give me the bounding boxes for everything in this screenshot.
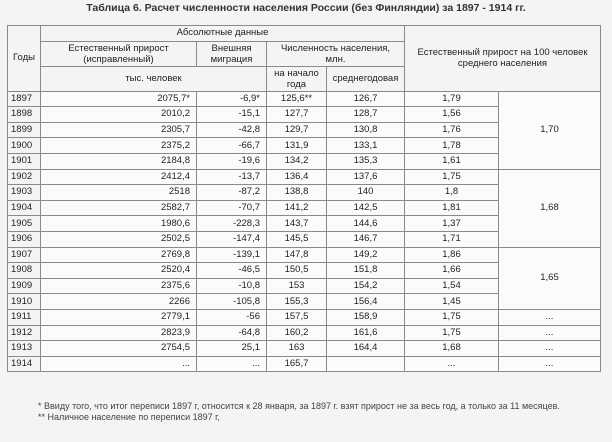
period-average-cell: ... xyxy=(499,325,601,341)
population-table xyxy=(7,25,601,372)
natural-growth-cell: 2412,4 xyxy=(41,169,197,185)
growth-rate-cell: 1,56 xyxy=(405,107,499,123)
natural-growth-cell: 2823,9 xyxy=(41,325,197,341)
header-natural-growth: Естественный прирост (исправленный) xyxy=(41,41,197,66)
population-start-cell: 145,5 xyxy=(267,231,327,247)
natural-growth-cell: 1980,6 xyxy=(41,216,197,232)
population-average-cell: 135,3 xyxy=(327,153,405,169)
year-cell: 1906 xyxy=(8,231,41,247)
population-start-cell: 150,5 xyxy=(267,263,327,279)
year-cell: 1911 xyxy=(8,309,41,325)
header-absolute: Абсолютные данные xyxy=(41,26,405,42)
year-cell: 1912 xyxy=(8,325,41,341)
growth-rate-cell: 1,45 xyxy=(405,294,499,310)
footnotes xyxy=(38,401,578,422)
natural-growth-cell: 2582,7 xyxy=(41,200,197,216)
footnote-1: * Ввиду того, что итог переписи 1897 г, относится к 28 января, за 1897 г. взят прирост не за весь год, а только за 11 месяцев. xyxy=(38,401,560,411)
header-thousand-people: тыс. человек xyxy=(41,66,267,91)
migration-cell: -10,8 xyxy=(197,278,267,294)
growth-rate-cell: 1,68 xyxy=(405,341,499,357)
population-start-cell: 143,7 xyxy=(267,216,327,232)
migration-cell: -87,2 xyxy=(197,185,267,201)
population-average-cell: 164,4 xyxy=(327,341,405,357)
year-cell: 1908 xyxy=(8,263,41,279)
natural-growth-cell: 2520,4 xyxy=(41,263,197,279)
population-average-cell: 130,8 xyxy=(327,122,405,138)
natural-growth-cell: 2375,2 xyxy=(41,138,197,154)
migration-cell: -13,7 xyxy=(197,169,267,185)
growth-rate-cell: 1,75 xyxy=(405,169,499,185)
natural-growth-cell: 2184,8 xyxy=(41,153,197,169)
growth-rate-cell: 1,71 xyxy=(405,231,499,247)
table-row xyxy=(8,169,601,185)
migration-cell: -228,3 xyxy=(197,216,267,232)
natural-growth-cell: 2375,6 xyxy=(41,278,197,294)
header-years: Годы xyxy=(8,26,41,92)
population-average-cell: 151,8 xyxy=(327,263,405,279)
migration-cell: -46,5 xyxy=(197,263,267,279)
year-cell: 1900 xyxy=(8,138,41,154)
table-body xyxy=(8,91,601,372)
migration-cell: -56 xyxy=(197,309,267,325)
year-cell: 1897 xyxy=(8,91,41,107)
migration-cell: -64,8 xyxy=(197,325,267,341)
year-cell: 1899 xyxy=(8,122,41,138)
migration-cell: -15,1 xyxy=(197,107,267,123)
natural-growth-cell: 2518 xyxy=(41,185,197,201)
population-average-cell: 161,6 xyxy=(327,325,405,341)
population-start-cell: 163 xyxy=(267,341,327,357)
header-rate: Естественный прирост на 100 человек среднего населения xyxy=(405,26,601,92)
migration-cell: -105,8 xyxy=(197,294,267,310)
population-start-cell: 147,8 xyxy=(267,247,327,263)
header-population: Численность населения, млн. xyxy=(267,41,405,66)
header-annual-average: среднегодовая xyxy=(327,66,405,91)
population-start-cell: 136,4 xyxy=(267,169,327,185)
header-start-of-year: на начало года xyxy=(267,66,327,91)
table-row xyxy=(8,356,601,372)
migration-cell: -139,1 xyxy=(197,247,267,263)
population-start-cell: 131,9 xyxy=(267,138,327,154)
natural-growth-cell: 2075,7* xyxy=(41,91,197,107)
growth-rate-cell: 1,86 xyxy=(405,247,499,263)
population-start-cell: 155,3 xyxy=(267,294,327,310)
footnote-2: ** Наличное население по переписи 1897 г, xyxy=(38,411,220,422)
population-average-cell: 144,6 xyxy=(327,216,405,232)
growth-rate-cell: 1,8 xyxy=(405,185,499,201)
year-cell: 1913 xyxy=(8,341,41,357)
table-row xyxy=(8,91,601,107)
population-start-cell: 141,2 xyxy=(267,200,327,216)
year-cell: 1903 xyxy=(8,185,41,201)
migration-cell: -19,6 xyxy=(197,153,267,169)
period-average-cell: ... xyxy=(499,309,601,325)
year-cell: 1898 xyxy=(8,107,41,123)
period-average-cell: 1,65 xyxy=(499,247,601,309)
migration-cell: -42,8 xyxy=(197,122,267,138)
growth-rate-cell: 1,61 xyxy=(405,153,499,169)
period-average-cell: 1,70 xyxy=(499,91,601,169)
population-start-cell: 157,5 xyxy=(267,309,327,325)
population-start-cell: 127,7 xyxy=(267,107,327,123)
growth-rate-cell: 1,79 xyxy=(405,91,499,107)
population-average-cell: 137,6 xyxy=(327,169,405,185)
migration-cell: -147,4 xyxy=(197,231,267,247)
natural-growth-cell: 2266 xyxy=(41,294,197,310)
population-start-cell: 165,7 xyxy=(267,356,327,372)
population-start-cell: 160,2 xyxy=(267,325,327,341)
year-cell: 1914 xyxy=(8,356,41,372)
population-start-cell: 138,8 xyxy=(267,185,327,201)
population-average-cell: 156,4 xyxy=(327,294,405,310)
population-average-cell: 149,2 xyxy=(327,247,405,263)
natural-growth-cell: 2305,7 xyxy=(41,122,197,138)
growth-rate-cell: 1,78 xyxy=(405,138,499,154)
growth-rate-cell: 1,37 xyxy=(405,216,499,232)
table-row xyxy=(8,247,601,263)
natural-growth-cell: 2010,2 xyxy=(41,107,197,123)
migration-cell: 25,1 xyxy=(197,341,267,357)
table-title: Таблица 6. Расчет численности населения России (без Финляндии) за 1897 - 1914 гг. xyxy=(86,2,526,14)
migration-cell: ... xyxy=(197,356,267,372)
population-average-cell: 142,5 xyxy=(327,200,405,216)
population-average-cell xyxy=(327,356,405,372)
natural-growth-cell: 2769,8 xyxy=(41,247,197,263)
table-row xyxy=(8,341,601,357)
growth-rate-cell: 1,66 xyxy=(405,263,499,279)
year-cell: 1902 xyxy=(8,169,41,185)
year-cell: 1910 xyxy=(8,294,41,310)
population-average-cell: 133,1 xyxy=(327,138,405,154)
year-cell: 1909 xyxy=(8,278,41,294)
natural-growth-cell: ... xyxy=(41,356,197,372)
growth-rate-cell: 1,76 xyxy=(405,122,499,138)
population-average-cell: 158,9 xyxy=(327,309,405,325)
natural-growth-cell: 2502,5 xyxy=(41,231,197,247)
header-migration: Внешняя миграция xyxy=(197,41,267,66)
population-average-cell: 126,7 xyxy=(327,91,405,107)
period-average-cell: ... xyxy=(499,356,601,372)
natural-growth-cell: 2779,1 xyxy=(41,309,197,325)
year-cell: 1907 xyxy=(8,247,41,263)
year-cell: 1901 xyxy=(8,153,41,169)
population-average-cell: 140 xyxy=(327,185,405,201)
population-average-cell: 146,7 xyxy=(327,231,405,247)
table-row xyxy=(8,325,601,341)
population-start-cell: 134,2 xyxy=(267,153,327,169)
migration-cell: -70,7 xyxy=(197,200,267,216)
population-start-cell: 125,6** xyxy=(267,91,327,107)
period-average-cell: 1,68 xyxy=(499,169,601,247)
growth-rate-cell: 1,54 xyxy=(405,278,499,294)
population-average-cell: 128,7 xyxy=(327,107,405,123)
migration-cell: -66,7 xyxy=(197,138,267,154)
migration-cell: -6,9* xyxy=(197,91,267,107)
natural-growth-cell: 2754,5 xyxy=(41,341,197,357)
growth-rate-cell: 1,75 xyxy=(405,309,499,325)
growth-rate-cell: 1,81 xyxy=(405,200,499,216)
growth-rate-cell: ... xyxy=(405,356,499,372)
population-average-cell: 154,2 xyxy=(327,278,405,294)
year-cell: 1904 xyxy=(8,200,41,216)
year-cell: 1905 xyxy=(8,216,41,232)
table-row xyxy=(8,309,601,325)
period-average-cell: ... xyxy=(499,341,601,357)
population-start-cell: 129,7 xyxy=(267,122,327,138)
growth-rate-cell: 1,75 xyxy=(405,325,499,341)
population-start-cell: 153 xyxy=(267,278,327,294)
